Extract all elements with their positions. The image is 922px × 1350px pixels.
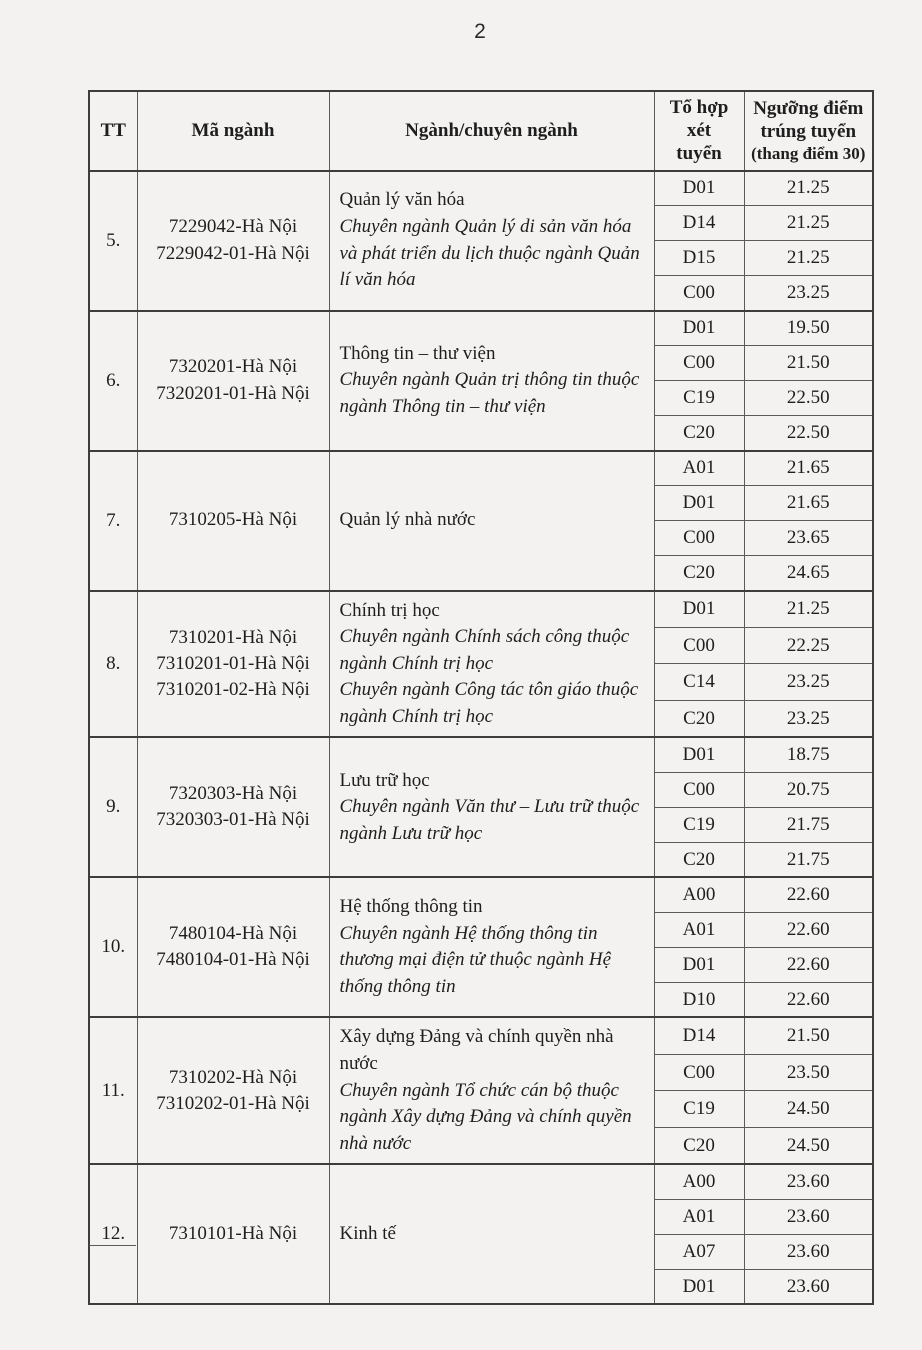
score-cell xyxy=(744,947,873,982)
table-row xyxy=(89,1164,873,1199)
combination-cell xyxy=(654,1128,744,1165)
combination-code: C19 xyxy=(683,387,715,409)
score-cell xyxy=(744,556,873,591)
combination-code: C00 xyxy=(683,527,715,549)
combination-cell xyxy=(654,591,744,628)
score-cell xyxy=(744,982,873,1017)
major-cell-content xyxy=(340,507,648,534)
combination-cell xyxy=(654,346,744,381)
tt-cell xyxy=(89,451,137,591)
major-name-cell xyxy=(329,737,654,877)
score-value: 23.60 xyxy=(786,1171,830,1193)
score-cell xyxy=(744,171,873,206)
major-code-cell xyxy=(137,451,329,591)
score-value: 21.25 xyxy=(786,212,830,234)
combination-cell xyxy=(654,947,744,982)
score-value: 21.25 xyxy=(786,598,830,620)
col-header-combination-line2: xét xyxy=(686,120,712,142)
combination-code: D01 xyxy=(682,492,716,514)
major-code-cell xyxy=(137,737,329,877)
row-number: 10. xyxy=(101,936,126,958)
score-value: 21.75 xyxy=(786,848,830,870)
col-header-score-line2: trúng tuyển xyxy=(760,121,857,143)
major-code: 7320303-Hà Nội xyxy=(168,783,298,805)
major-code: 7480104-Hà Nội xyxy=(168,923,298,945)
score-value: 23.25 xyxy=(786,671,830,693)
combination-code: D14 xyxy=(682,1025,716,1047)
major-cell-content xyxy=(340,598,648,731)
combination-cell xyxy=(654,664,744,701)
col-header-major-name xyxy=(329,91,654,171)
combination-cell xyxy=(654,1091,744,1128)
tt-cell xyxy=(89,1164,137,1304)
combination-cell xyxy=(654,451,744,486)
combination-code: C14 xyxy=(683,671,715,693)
major-name: Quản lý văn hóa xyxy=(339,189,465,211)
score-cell xyxy=(744,737,873,772)
tt-cell xyxy=(89,171,137,311)
row-number: 8. xyxy=(106,653,121,674)
combination-cell xyxy=(654,521,744,556)
score-cell xyxy=(744,276,873,311)
combination-code: A00 xyxy=(682,1171,716,1193)
score-cell xyxy=(744,1269,873,1304)
major-code-cell xyxy=(137,1164,329,1304)
combination-code: C00 xyxy=(683,1061,715,1083)
major-name: Xây dựng Đảng và chính quyền nhà nước xyxy=(339,1026,614,1075)
combination-cell xyxy=(654,772,744,807)
score-cell xyxy=(744,451,873,486)
major-code: 7310201-02-Hà Nội xyxy=(156,679,310,701)
combination-cell xyxy=(654,877,744,912)
combination-code: A01 xyxy=(682,918,716,940)
score-cell xyxy=(744,842,873,877)
specialization: Chuyên ngành Hệ thống thông tin thương mại điện tử thuộc ngành Hệ thống thông tin xyxy=(339,922,612,998)
specialization: Chuyên ngành Quản trị thông tin thuộc ngành Thông tin – thư viện xyxy=(339,369,640,417)
major-codes xyxy=(139,214,328,266)
table-row xyxy=(89,171,873,206)
col-header-major-code-label: Mã ngành xyxy=(191,120,275,142)
score-value: 21.25 xyxy=(786,247,830,269)
major-name-cell xyxy=(329,877,654,1017)
major-code-cell xyxy=(137,591,329,738)
combination-cell xyxy=(654,381,744,416)
score-cell xyxy=(744,241,873,276)
major-code: 7310202-01-Hà Nội xyxy=(156,1092,310,1114)
combination-code: D01 xyxy=(682,177,716,199)
major-name-cell xyxy=(329,1164,654,1304)
combination-code: C20 xyxy=(683,421,715,443)
score-value: 22.60 xyxy=(786,884,830,906)
combination-code: C00 xyxy=(683,281,715,303)
score-value: 23.25 xyxy=(786,281,830,303)
major-name: Thông tin – thư viện xyxy=(339,342,496,364)
col-header-major-code xyxy=(137,91,329,171)
score-cell xyxy=(744,521,873,556)
combination-code: C20 xyxy=(683,848,715,870)
combination-cell xyxy=(654,807,744,842)
score-value: 22.50 xyxy=(786,387,830,409)
table-row xyxy=(89,591,873,628)
score-cell xyxy=(744,1199,873,1234)
major-name: Kinh tế xyxy=(339,1223,396,1245)
combination-code: A00 xyxy=(682,884,716,906)
combination-code: D01 xyxy=(682,1275,716,1297)
score-value: 23.60 xyxy=(786,1205,830,1227)
combination-code: C20 xyxy=(683,561,715,583)
score-cell xyxy=(744,1017,873,1054)
combination-code: C19 xyxy=(683,1098,715,1120)
score-cell xyxy=(744,664,873,701)
specialization: Chuyên ngành Tổ chức cán bộ thuộc ngành Xây dựng Đảng và chính quyền nhà nước xyxy=(339,1079,632,1154)
tt-cell xyxy=(89,737,137,877)
table-row xyxy=(89,877,873,912)
specialization: Chuyên ngành Văn thư – Lưu trữ thuộc ngành Lưu trữ học xyxy=(339,796,640,844)
combination-cell xyxy=(654,311,744,346)
major-cell-content xyxy=(340,1024,648,1157)
combination-cell xyxy=(654,842,744,877)
score-value: 24.50 xyxy=(786,1098,830,1120)
table-body xyxy=(89,171,873,1305)
major-code: 7310101-Hà Nội xyxy=(168,1223,298,1245)
score-value: 24.65 xyxy=(786,561,830,583)
col-header-combination-line3: tuyển xyxy=(676,143,722,165)
combination-code: D01 xyxy=(682,317,716,339)
combination-cell xyxy=(654,1017,744,1054)
score-cell xyxy=(744,627,873,664)
specialization: Chuyên ngành Công tác tôn giáo thuộc ngành Chính trị học xyxy=(339,679,639,727)
combination-code: D01 xyxy=(682,598,716,620)
combination-cell xyxy=(654,171,744,206)
major-code-cell xyxy=(137,1017,329,1164)
major-name: Chính trị học xyxy=(339,599,440,621)
combination-code: A07 xyxy=(682,1240,716,1262)
combination-cell xyxy=(654,1269,744,1304)
row-number: 12. xyxy=(101,1223,126,1245)
score-value: 21.50 xyxy=(786,352,830,374)
score-value: 22.50 xyxy=(786,421,830,443)
score-value: 18.75 xyxy=(786,744,830,766)
combination-code: C19 xyxy=(683,813,715,835)
score-cell xyxy=(744,486,873,521)
table-row xyxy=(89,311,873,346)
score-cell xyxy=(744,1164,873,1199)
combination-code: C20 xyxy=(683,707,715,729)
combination-code: A01 xyxy=(682,1205,716,1227)
score-value: 20.75 xyxy=(786,778,830,800)
score-cell xyxy=(744,772,873,807)
tt-cell xyxy=(89,591,137,738)
major-cell-content xyxy=(340,187,648,293)
col-header-score xyxy=(744,91,873,171)
score-cell xyxy=(744,1091,873,1128)
row-number: 6. xyxy=(106,369,121,391)
table-row xyxy=(89,451,873,486)
combination-cell xyxy=(654,486,744,521)
major-cell-content xyxy=(340,894,648,1000)
major-code: 7320303-01-Hà Nội xyxy=(156,809,310,831)
major-codes xyxy=(139,781,328,833)
combination-cell xyxy=(654,276,744,311)
col-header-score-line3: (thang điểm 30) xyxy=(751,143,866,163)
combination-code: D01 xyxy=(682,744,716,766)
score-value: 24.50 xyxy=(786,1134,830,1156)
major-codes xyxy=(139,1065,328,1117)
combination-code: D10 xyxy=(682,988,716,1010)
major-codes xyxy=(139,625,328,704)
major-name-cell xyxy=(329,1017,654,1164)
row-number: 11. xyxy=(101,1079,125,1101)
score-value: 23.60 xyxy=(786,1240,830,1262)
combination-cell xyxy=(654,556,744,591)
major-cell-content xyxy=(340,1221,648,1248)
score-cell xyxy=(744,381,873,416)
major-code: 7310201-Hà Nội xyxy=(168,626,298,648)
combination-cell xyxy=(654,1234,744,1269)
major-code: 7320201-01-Hà Nội xyxy=(156,382,310,404)
col-header-major-name-label: Ngành/chuyên ngành xyxy=(405,120,578,142)
major-code: 7310201-01-Hà Nội xyxy=(156,652,310,674)
major-code-cell xyxy=(137,311,329,451)
combination-cell xyxy=(654,1199,744,1234)
major-code: 7229042-01-Hà Nội xyxy=(156,242,310,264)
score-value: 23.60 xyxy=(786,1275,830,1297)
major-code: 7320201-Hà Nội xyxy=(168,356,298,378)
scan-artifact-line xyxy=(89,1245,136,1246)
major-codes xyxy=(139,507,328,533)
major-code: 7310205-Hà Nội xyxy=(168,509,298,531)
col-header-combination-line1: Tổ hợp xyxy=(669,97,729,118)
score-value: 21.75 xyxy=(786,813,830,835)
major-codes xyxy=(139,1221,328,1247)
score-cell xyxy=(744,807,873,842)
major-code: 7310202-Hà Nội xyxy=(168,1066,298,1088)
tt-cell xyxy=(89,1017,137,1164)
score-cell xyxy=(744,311,873,346)
page-number: 2 xyxy=(474,20,486,43)
score-cell xyxy=(744,701,873,738)
score-cell xyxy=(744,416,873,451)
combination-code: A01 xyxy=(682,457,716,479)
combination-code: C00 xyxy=(683,634,715,656)
score-value: 23.25 xyxy=(786,707,830,729)
major-code-cell xyxy=(137,877,329,1017)
combination-cell xyxy=(654,1054,744,1091)
major-name: Lưu trữ học xyxy=(339,769,430,791)
major-name-cell xyxy=(329,451,654,591)
major-name-cell xyxy=(329,171,654,311)
major-codes xyxy=(139,921,328,973)
score-cell xyxy=(744,1234,873,1269)
col-header-tt xyxy=(89,91,137,171)
score-value: 22.60 xyxy=(786,953,830,975)
combination-cell xyxy=(654,912,744,947)
row-number: 7. xyxy=(106,509,121,531)
score-value: 23.65 xyxy=(786,527,830,549)
combination-code: D01 xyxy=(682,953,716,975)
major-name: Hệ thống thông tin xyxy=(339,896,483,918)
score-cell xyxy=(744,912,873,947)
col-header-tt-label: TT xyxy=(100,120,126,142)
combination-code: C00 xyxy=(683,778,715,800)
row-number: 5. xyxy=(106,229,121,251)
major-name-cell xyxy=(329,591,654,738)
tt-cell xyxy=(89,311,137,451)
major-codes xyxy=(139,354,328,406)
score-cell xyxy=(744,346,873,381)
major-name: Quản lý nhà nước xyxy=(339,509,476,531)
major-code: 7229042-Hà Nội xyxy=(168,216,298,238)
specialization: Chuyên ngành Chính sách công thuộc ngành Chính trị học xyxy=(339,626,630,674)
major-cell-content xyxy=(340,768,648,848)
score-value: 23.50 xyxy=(786,1061,830,1083)
score-value: 22.60 xyxy=(786,918,830,940)
combination-cell xyxy=(654,737,744,772)
table-row xyxy=(89,737,873,772)
score-value: 21.65 xyxy=(786,457,830,479)
combination-cell xyxy=(654,1164,744,1199)
score-value: 22.60 xyxy=(786,988,830,1010)
score-value: 22.25 xyxy=(786,634,830,656)
score-value: 21.25 xyxy=(786,177,830,199)
combination-cell xyxy=(654,241,744,276)
major-cell-content xyxy=(340,341,648,421)
score-cell xyxy=(744,591,873,628)
combination-code: D15 xyxy=(682,247,716,269)
specialization: Chuyên ngành Quản lý di sản văn hóa và phát triển du lịch thuộc ngành Quản lí văn hóa xyxy=(339,215,640,291)
score-value: 21.65 xyxy=(786,492,830,514)
combination-code: C20 xyxy=(683,1134,715,1156)
score-value: 19.50 xyxy=(786,317,830,339)
major-name-cell xyxy=(329,311,654,451)
table-row xyxy=(89,1017,873,1054)
combination-cell xyxy=(654,416,744,451)
major-code-cell xyxy=(137,171,329,311)
combination-cell xyxy=(654,206,744,241)
combination-code: C00 xyxy=(683,352,715,374)
row-number: 9. xyxy=(106,796,121,818)
tt-cell xyxy=(89,877,137,1017)
combination-cell xyxy=(654,627,744,664)
col-header-combination xyxy=(654,91,744,171)
combination-cell xyxy=(654,701,744,738)
combination-cell xyxy=(654,982,744,1017)
score-value: 21.50 xyxy=(786,1025,830,1047)
admission-scores-table xyxy=(88,90,874,1305)
score-cell xyxy=(744,1054,873,1091)
combination-code: D14 xyxy=(682,212,716,234)
table-header xyxy=(89,91,873,171)
col-header-score-line1: Ngưỡng điểm xyxy=(753,98,864,120)
score-cell xyxy=(744,1128,873,1165)
score-cell xyxy=(744,877,873,912)
score-cell xyxy=(744,206,873,241)
major-code: 7480104-01-Hà Nội xyxy=(156,949,310,971)
